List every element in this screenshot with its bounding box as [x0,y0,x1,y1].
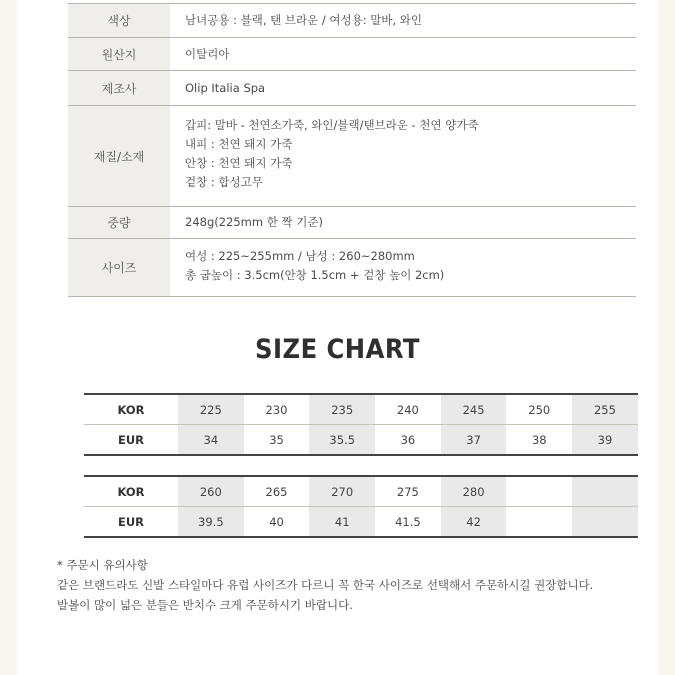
spec-value: 248g(225mm 한 짝 기준) [185,215,323,229]
row-header: KOR [117,402,145,417]
spec-label: 원산지 [68,38,170,70]
size-cell: 42 [441,507,507,536]
size-table-women [84,393,638,456]
spec-value: Olip Italia Spa [185,81,266,95]
spec-label: 색상 [68,4,170,37]
spec-row-origin [68,38,636,71]
spec-label: 사이즈 [68,239,170,296]
size-row-eur [84,424,638,454]
spec-value: 남녀공용 : 블랙, 탠 브라운 / 여성용: 말바, 와인 [185,13,423,27]
size-cell [572,507,638,536]
size-cell: 270 [309,477,375,506]
spec-label: 중량 [68,207,170,238]
size-cell [506,507,572,536]
size-cell: 41.5 [395,514,421,529]
size-cell: 40 [269,514,284,529]
size-cell [572,477,638,506]
size-cell: 245 [441,395,507,424]
size-cell: 275 [396,484,419,499]
spec-value: 여성 : 225~255mm / 남성 : 260~280mm 총 굽높이 : 3.5cm(안창 1.5cm + 겉창 높이 2cm) [185,249,445,282]
size-cell: 240 [396,402,419,417]
size-row-kor [84,477,638,506]
size-cell: 34 [178,425,244,454]
order-notes [57,555,657,615]
product-info-page [17,0,658,675]
size-cell: 39 [572,425,638,454]
spec-table [68,0,636,297]
notes-line: 발볼이 많이 넓은 분들은 반치수 크게 주문하시기 바랍니다. [57,598,353,612]
size-cell: 225 [178,395,244,424]
size-chart-title: SIZE CHART [255,334,420,365]
size-cell: 36 [400,432,416,447]
size-cell: 39.5 [178,507,244,536]
size-cell: 250 [528,402,551,417]
row-header: EUR [117,432,145,447]
spec-label: 재질/소재 [68,106,170,206]
size-cell: 230 [265,402,288,417]
size-cell: 41 [309,507,375,536]
size-row-eur [84,506,638,536]
size-cell: 35 [269,432,284,447]
size-row-kor [84,395,638,424]
spec-row-material [68,106,636,207]
size-cell: 280 [441,477,507,506]
size-cell: 260 [178,477,244,506]
row-header: EUR [117,514,145,529]
size-cell: 235 [309,395,375,424]
spec-row-manufacturer [68,71,636,106]
row-header: KOR [117,484,145,499]
spec-value: 이탈리아 [185,47,230,61]
notes-line: 같은 브랜드라도 신발 스타일마다 유럽 사이즈가 다르니 꼭 한국 사이즈로 선택해서 주문하시길 권장합니다. [57,578,594,592]
spec-row-color [68,3,636,38]
spec-row-size [68,239,636,297]
spec-value: 갑피: 말바 - 천연소가죽, 와인/블랙/탠브라운 - 천연 양가죽 내피 : 천연 돼지 가죽 안창 : 천연 돼지 가죽 겉창 : 합성고무 [185,118,479,189]
spec-row-weight [68,207,636,239]
size-cell: 255 [572,395,638,424]
size-table-men [84,475,638,538]
size-cell [506,477,572,506]
size-cell: 265 [265,484,288,499]
size-cell: 37 [441,425,507,454]
size-cell: 38 [531,432,547,447]
size-cell: 35.5 [309,425,375,454]
spec-label: 제조사 [68,71,170,105]
notes-heading: * 주문시 유의사항 [57,558,148,572]
